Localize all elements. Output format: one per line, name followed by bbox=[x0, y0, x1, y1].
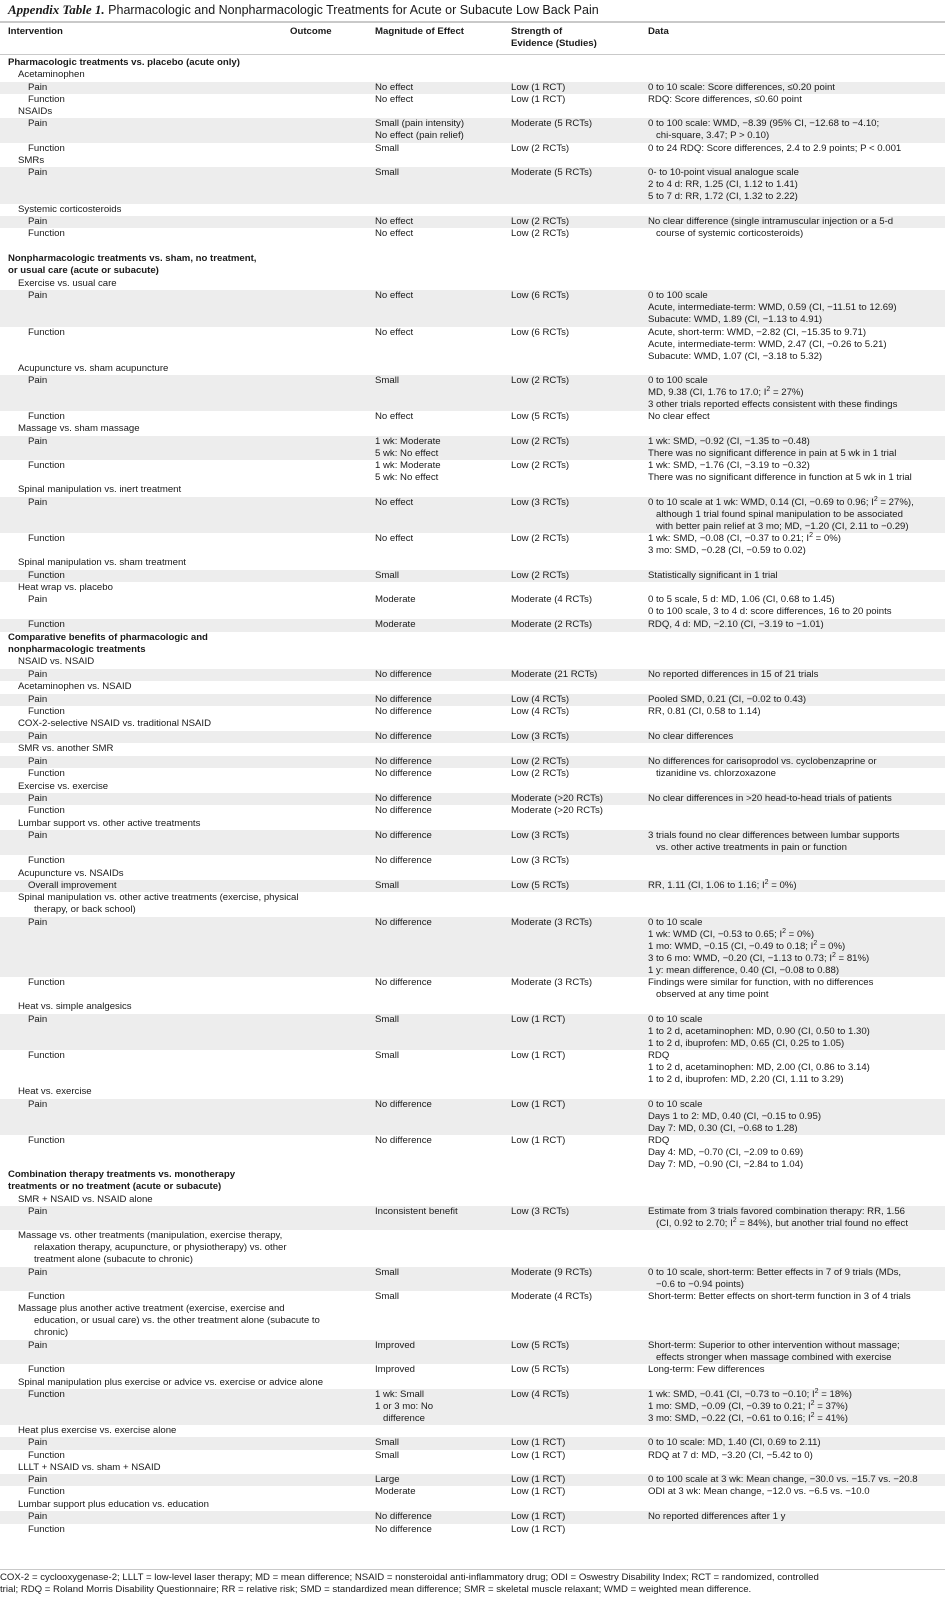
magnitude-cell: No effect bbox=[375, 327, 414, 338]
data-cell: 1 wk: SMD, −0.41 (CI, −0.73 to −0.10; $I^2 = 18\%$) 1 mo: SMD, −0.09 (CI, −0.39 to 0.21; $I^2 = 37\%$) 3 mo: SMD, −0.22 (CI, −0.61 to 0.16; $I^2 = 41\%$) bbox=[648, 1387, 852, 1424]
magnitude-cell: Small bbox=[375, 1437, 399, 1448]
outcome-cell: Function bbox=[28, 768, 65, 779]
magnitude-cell: Small (pain intensity) No effect (pain relief) bbox=[375, 118, 465, 141]
magnitude-cell: No effect bbox=[375, 216, 414, 227]
strength-cell: Low (1 RCT) bbox=[511, 1050, 566, 1061]
outcome-cell: Pain bbox=[28, 756, 48, 767]
row-stripe bbox=[0, 880, 945, 892]
strength-cell: Moderate (9 RCTs) bbox=[511, 1267, 593, 1278]
top-rule bbox=[0, 21, 945, 23]
magnitude-cell: Small bbox=[375, 1050, 399, 1061]
data-cell: No reported differences after 1 y bbox=[648, 1511, 786, 1522]
outcome-cell: Function bbox=[28, 411, 65, 422]
table-title bbox=[8, 2, 599, 18]
strength-cell: Low (1 RCT) bbox=[511, 1524, 566, 1535]
strength-cell: Low (2 RCTs) bbox=[511, 533, 570, 544]
intervention-cell: Acetaminophen vs. NSAID bbox=[18, 681, 132, 692]
intervention-cell: Acupuncture vs. sham acupuncture bbox=[18, 363, 169, 374]
magnitude-cell: No effect bbox=[375, 533, 414, 544]
strength-cell: Low (5 RCTs) bbox=[511, 880, 570, 891]
data-cell: 0 to 10 scale Days 1 to 2: MD, 0.40 (CI, −0.15 to 0.95) Day 7: MD, 0.30 (CI, −0.68 to 1.28) bbox=[648, 1099, 822, 1134]
magnitude-cell: No difference bbox=[375, 1511, 432, 1522]
strength-cell: Low (2 RCTs) bbox=[511, 216, 570, 227]
intervention-cell: Spinal manipulation vs. inert treatment bbox=[18, 484, 182, 495]
data-cell: RDQ at 7 d: MD, −3.20 (CI, −5.42 to 0) bbox=[648, 1450, 813, 1461]
outcome-cell: Function bbox=[28, 143, 65, 154]
strength-cell: Low (2 RCTs) bbox=[511, 460, 570, 471]
intervention-cell: NSAID vs. NSAID bbox=[18, 656, 95, 667]
intervention-cell: Exercise vs. usual care bbox=[18, 278, 117, 289]
magnitude-cell: Improved bbox=[375, 1364, 415, 1375]
outcome-cell: Pain bbox=[28, 594, 48, 605]
magnitude-cell: No effect bbox=[375, 94, 414, 105]
outcome-cell: Function bbox=[28, 619, 65, 630]
data-cell: RDQ: Score differences, ≤0.60 point bbox=[648, 94, 802, 105]
outcome-cell: Pain bbox=[28, 436, 48, 447]
outcome-cell: Pain bbox=[28, 497, 48, 508]
outcome-cell: Function bbox=[28, 1450, 65, 1461]
intervention-cell: Spinal manipulation plus exercise or advice vs. exercise or advice alone bbox=[18, 1377, 324, 1388]
magnitude-cell: Moderate bbox=[375, 619, 416, 630]
strength-cell: Low (2 RCTs) bbox=[511, 228, 570, 239]
magnitude-cell: No difference bbox=[375, 1524, 432, 1535]
strength-cell: Moderate (5 RCTs) bbox=[511, 118, 593, 129]
intervention-cell: Massage vs. other treatments (manipulation, exercise therapy, relaxation therapy, acupuncture, or physiotherapy) vs. other treatment alone (subacute to chronic) bbox=[18, 1230, 287, 1265]
data-cell: Pooled SMD, 0.21 (CI, −0.02 to 0.43) bbox=[648, 694, 807, 705]
data-cell: 0 to 100 scale Acute, intermediate-term: WMD, 0.59 (CI, −11.51 to 12.69) Subacute: WMD, 1.89 (CI, −1.13 to 4.91) bbox=[648, 290, 897, 325]
intervention-cell: Exercise vs. exercise bbox=[18, 781, 109, 792]
intervention-cell: SMR vs. another SMR bbox=[18, 743, 114, 754]
strength-cell: Low (4 RCTs) bbox=[511, 694, 570, 705]
magnitude-cell: 1 wk: Moderate 5 wk: No effect bbox=[375, 460, 441, 483]
data-cell: RDQ 1 to 2 d, acetaminophen: MD, 2.00 (CI, 0.86 to 3.14) 1 to 2 d, ibuprofen: MD, 2.20 (CI, 1.11 to 3.29) bbox=[648, 1050, 870, 1085]
outcome-cell: Pain bbox=[28, 1014, 48, 1025]
magnitude-cell: Small bbox=[375, 570, 399, 581]
header-rule bbox=[0, 54, 945, 55]
strength-cell: Moderate (>20 RCTs) bbox=[511, 793, 603, 804]
outcome-cell: Function bbox=[28, 94, 65, 105]
strength-cell: Moderate (>20 RCTs) bbox=[511, 805, 603, 816]
outcome-cell: Function bbox=[28, 1135, 65, 1146]
magnitude-cell: Inconsistent benefit bbox=[375, 1206, 458, 1217]
outcome-cell: Function bbox=[28, 460, 65, 471]
data-cell: ODI at 3 wk: Mean change, −12.0 vs. −6.5 vs. −10.0 bbox=[648, 1486, 870, 1497]
data-cell: Statistically significant in 1 trial bbox=[648, 570, 778, 581]
data-cell: No clear differences bbox=[648, 731, 734, 742]
data-cell: 0 to 5 scale, 5 d: MD, 1.06 (CI, 0.68 to 1.45) 0 to 100 scale, 3 to 4 d: score differences, 16 to 20 points bbox=[648, 594, 892, 617]
outcome-cell: Function bbox=[28, 977, 65, 988]
data-cell: 0 to 10 scale, short-term: Better effects in 7 of 9 trials (MDs, −0.6 to −0.94 points) bbox=[648, 1267, 902, 1290]
magnitude-cell: No effect bbox=[375, 497, 414, 508]
outcome-cell: Pain bbox=[28, 1206, 48, 1217]
section-heading: Nonpharmacologic treatments vs. sham, no treatment, or usual care (acute or subacute) bbox=[8, 253, 257, 276]
strength-cell: Low (1 RCT) bbox=[511, 1099, 566, 1110]
outcome-cell: Function bbox=[28, 1524, 65, 1535]
row-stripe bbox=[0, 167, 945, 204]
data-cell: 0 to 100 scale MD, 9.38 (CI, 1.76 to 17.0; $I^2 = 27\%$) 3 other trials reported effects consistent with these findings bbox=[648, 375, 898, 410]
outcome-cell: Pain bbox=[28, 375, 48, 386]
outcome-cell: Pain bbox=[28, 216, 48, 227]
magnitude-cell: Small bbox=[375, 1291, 399, 1302]
strength-cell: Low (5 RCTs) bbox=[511, 1340, 570, 1351]
strength-cell: Low (1 RCT) bbox=[511, 94, 566, 105]
intervention-cell: Massage vs. sham massage bbox=[18, 423, 140, 434]
intervention-cell: NSAIDs bbox=[18, 106, 53, 117]
strength-cell: Low (2 RCTs) bbox=[511, 143, 570, 154]
strength-cell: Low (3 RCTs) bbox=[511, 855, 570, 866]
table-title-label: Appendix Table 1. bbox=[8, 2, 105, 17]
outcome-cell: Function bbox=[28, 1364, 65, 1375]
data-cell: No clear difference (single intramuscular injection or a 5-d course of systemic corticosteroids) bbox=[648, 216, 894, 239]
strength-cell: Low (6 RCTs) bbox=[511, 327, 570, 338]
section-heading: Pharmacologic treatments vs. placebo (acute only) bbox=[8, 57, 240, 68]
intervention-cell: Lumbar support vs. other active treatments bbox=[18, 818, 201, 829]
strength-cell: Moderate (5 RCTs) bbox=[511, 167, 593, 178]
magnitude-cell: No difference bbox=[375, 756, 432, 767]
data-cell: No reported differences in 15 of 21 trials bbox=[648, 669, 819, 680]
strength-cell: Moderate (3 RCTs) bbox=[511, 977, 593, 988]
outcome-cell: Pain bbox=[28, 1340, 48, 1351]
intervention-cell: Systemic corticosteroids bbox=[18, 204, 122, 215]
outcome-cell: Function bbox=[28, 855, 65, 866]
data-cell: RR, 1.11 (CI, 1.06 to 1.16; $I^2 = 0\%$) bbox=[648, 878, 797, 891]
magnitude-cell: Large bbox=[375, 1474, 400, 1485]
intervention-cell: Lumbar support plus education vs. education bbox=[18, 1499, 209, 1510]
intervention-cell: Spinal manipulation vs. other active treatments (exercise, physical therapy, or back school) bbox=[18, 892, 299, 915]
magnitude-cell: Small bbox=[375, 1267, 399, 1278]
strength-cell: Moderate (4 RCTs) bbox=[511, 594, 593, 605]
data-cell: 1 wk: SMD, −0.08 (CI, −0.37 to 0.21; $I^2 = 0\%$) 3 mo: SMD, −0.28 (CI, −0.59 to 0.02) bbox=[648, 531, 841, 556]
data-cell: 0 to 10 scale: Score differences, ≤0.20 point bbox=[648, 82, 835, 93]
outcome-cell: Pain bbox=[28, 82, 48, 93]
data-cell: RDQ Day 4: MD, −0.70 (CI, −2.09 to 0.69) Day 7: MD, −0.90 (CI, −2.84 to 1.04) bbox=[648, 1135, 804, 1170]
data-cell: No differences for carisoprodol vs. cyclobenzaprine or tizanidine vs. chlorzoxazone bbox=[648, 756, 877, 779]
strength-cell: Low (2 RCTs) bbox=[511, 570, 570, 581]
row-stripe bbox=[0, 1511, 945, 1524]
strength-cell: Low (2 RCTs) bbox=[511, 756, 570, 767]
data-cell: RDQ, 4 d: MD, −2.10 (CI, −3.19 to −1.01) bbox=[648, 619, 824, 630]
strength-cell: Low (2 RCTs) bbox=[511, 436, 570, 447]
outcome-cell: Function bbox=[28, 1486, 65, 1497]
strength-cell: Low (1 RCT) bbox=[511, 1437, 566, 1448]
strength-cell: Low (5 RCTs) bbox=[511, 411, 570, 422]
intervention-cell: Spinal manipulation vs. sham treatment bbox=[18, 557, 186, 568]
magnitude-cell: No difference bbox=[375, 805, 432, 816]
outcome-cell: Pain bbox=[28, 1099, 48, 1110]
intervention-cell: Heat vs. simple analgesics bbox=[18, 1001, 132, 1012]
magnitude-cell: Small bbox=[375, 375, 399, 386]
outcome-cell: Function bbox=[28, 570, 65, 581]
header-data: Data bbox=[648, 26, 669, 37]
magnitude-cell: No difference bbox=[375, 1099, 432, 1110]
magnitude-cell: No difference bbox=[375, 830, 432, 841]
table-title-text: Pharmacologic and Nonpharmacologic Treatments for Acute or Subacute Low Back Pain bbox=[108, 3, 599, 17]
outcome-cell: Pain bbox=[28, 731, 48, 742]
data-cell: RR, 0.81 (CI, 0.58 to 1.14) bbox=[648, 706, 761, 717]
magnitude-cell: No effect bbox=[375, 82, 414, 93]
strength-cell: Low (3 RCTs) bbox=[511, 1206, 570, 1217]
magnitude-cell: No difference bbox=[375, 694, 432, 705]
outcome-cell: Function bbox=[28, 228, 65, 239]
magnitude-cell: No difference bbox=[375, 1135, 432, 1146]
strength-cell: Moderate (4 RCTs) bbox=[511, 1291, 593, 1302]
strength-cell: Low (1 RCT) bbox=[511, 82, 566, 93]
magnitude-cell: Moderate bbox=[375, 1486, 416, 1497]
magnitude-cell: Small bbox=[375, 880, 399, 891]
intervention-cell: COX-2-selective NSAID vs. traditional NSAID bbox=[18, 718, 211, 729]
outcome-cell: Function bbox=[28, 1050, 65, 1061]
outcome-cell: Function bbox=[28, 533, 65, 544]
bottom-rule bbox=[0, 1569, 945, 1570]
strength-cell: Low (1 RCT) bbox=[511, 1474, 566, 1485]
magnitude-cell: No effect bbox=[375, 411, 414, 422]
data-cell: No clear effect bbox=[648, 411, 710, 422]
intervention-cell: SMR + NSAID vs. NSAID alone bbox=[18, 1194, 153, 1205]
strength-cell: Low (6 RCTs) bbox=[511, 290, 570, 301]
magnitude-cell: No difference bbox=[375, 855, 432, 866]
header-outcome: Outcome bbox=[290, 26, 332, 37]
outcome-cell: Pain bbox=[28, 830, 48, 841]
magnitude-cell: Small bbox=[375, 1450, 399, 1461]
table-footnote: COX-2 = cyclooxygenase-2; LLLT = low-level laser therapy; MD = mean difference; NSAID = nonsteroidal anti-inflammatory drug; ODI = Oswestry Disability Index; RCT = randomized, controlled trial; RDQ = Roland Morris Disability Questionnaire; RR = relative risk; SMD = standardized mean difference; SMR = skeletal muscle relaxant; WMD = weighted mean difference. bbox=[0, 1572, 819, 1595]
header-intervention: Intervention bbox=[8, 26, 63, 37]
strength-cell: Moderate (3 RCTs) bbox=[511, 917, 593, 928]
intervention-cell: Heat vs. exercise bbox=[18, 1086, 92, 1097]
intervention-cell: LLLT + NSAID vs. sham + NSAID bbox=[18, 1462, 161, 1473]
strength-cell: Low (4 RCTs) bbox=[511, 1389, 570, 1400]
data-cell: 1 wk: SMD, −0.92 (CI, −1.35 to −0.48) There was no significant difference in pain at 5 wk in 1 trial bbox=[648, 436, 897, 459]
strength-cell: Low (1 RCT) bbox=[511, 1486, 566, 1497]
magnitude-cell: Small bbox=[375, 167, 399, 178]
data-cell: 0 to 100 scale at 3 wk: Mean change, −30.0 vs. −15.7 vs. −20.8 bbox=[648, 1474, 918, 1485]
magnitude-cell: 1 wk: Moderate 5 wk: No effect bbox=[375, 436, 441, 459]
magnitude-cell: No effect bbox=[375, 228, 414, 239]
data-cell: Long-term: Few differences bbox=[648, 1364, 765, 1375]
header-strength: Strength of Evidence (Studies) bbox=[511, 26, 597, 49]
outcome-cell: Pain bbox=[28, 167, 48, 178]
outcome-cell: Function bbox=[28, 1291, 65, 1302]
strength-cell: Low (1 RCT) bbox=[511, 1014, 566, 1025]
outcome-cell: Pain bbox=[28, 118, 48, 129]
magnitude-cell: No difference bbox=[375, 977, 432, 988]
row-stripe bbox=[0, 731, 945, 743]
intervention-cell: Acupuncture vs. NSAIDs bbox=[18, 868, 124, 879]
outcome-cell: Pain bbox=[28, 1437, 48, 1448]
magnitude-cell: No difference bbox=[375, 706, 432, 717]
intervention-cell: Acetaminophen bbox=[18, 69, 85, 80]
data-cell: 0 to 10 scale 1 to 2 d, acetaminophen: MD, 0.90 (CI, 0.50 to 1.30) 1 to 2 d, ibuprofen: MD, 0.65 (CI, 0.25 to 1.05) bbox=[648, 1014, 870, 1049]
outcome-cell: Pain bbox=[28, 669, 48, 680]
outcome-cell: Pain bbox=[28, 793, 48, 804]
strength-cell: Moderate (21 RCTs) bbox=[511, 669, 598, 680]
data-cell: 0 to 10 scale 1 wk: WMD (CI, −0.53 to 0.65; $I^2 = 0\%$) 1 mo: WMD, −0.15 (CI, −0.49 to 0.18; $I^2 = 0\%$) 3 to 6 mo: WMD, −0.20 (CI, −1.13 to 0.73; $I^2 = 81\%$) 1 y: mean difference, 0.40 (CI, −0.08 to 0.88) bbox=[648, 917, 870, 976]
outcome-cell: Overall improvement bbox=[28, 880, 117, 891]
magnitude-cell: No difference bbox=[375, 793, 432, 804]
data-cell: 0 to 10 scale at 1 wk: WMD, 0.14 (CI, −0.69 to 0.96; $I^2 = 27\%$), although 1 trial found spinal manipulation to be associated with better pain relief at 3 mo; MD, −1.20 (CI, 2.11 to −0.29) bbox=[648, 495, 914, 532]
outcome-cell: Pain bbox=[28, 1511, 48, 1522]
data-cell: No clear differences in >20 head-to-head trials of patients bbox=[648, 793, 892, 804]
strength-cell: Low (5 RCTs) bbox=[511, 1364, 570, 1375]
magnitude-cell: No difference bbox=[375, 768, 432, 779]
strength-cell: Low (1 RCT) bbox=[511, 1450, 566, 1461]
strength-cell: Low (2 RCTs) bbox=[511, 768, 570, 779]
outcome-cell: Function bbox=[28, 327, 65, 338]
intervention-cell: Heat wrap vs. placebo bbox=[18, 582, 113, 593]
strength-cell: Moderate (2 RCTs) bbox=[511, 619, 593, 630]
data-cell: Short-term: Better effects on short-term function in 3 of 4 trials bbox=[648, 1291, 911, 1302]
data-cell: Findings were similar for function, with no differences observed at any time point bbox=[648, 977, 874, 1000]
outcome-cell: Pain bbox=[28, 917, 48, 928]
strength-cell: Low (3 RCTs) bbox=[511, 830, 570, 841]
outcome-cell: Function bbox=[28, 706, 65, 717]
data-cell: 0 to 10 scale: MD, 1.40 (CI, 0.69 to 2.11) bbox=[648, 1437, 821, 1448]
section-heading: Comparative benefits of pharmacologic and nonpharmacologic treatments bbox=[8, 632, 208, 655]
outcome-cell: Pain bbox=[28, 694, 48, 705]
intervention-cell: SMRs bbox=[18, 155, 45, 166]
data-cell: Short-term: Superior to other intervention without massage; effects stronger when massage combined with exercise bbox=[648, 1340, 900, 1363]
magnitude-cell: 1 wk: Small 1 or 3 mo: No difference bbox=[375, 1389, 434, 1424]
outcome-cell: Pain bbox=[28, 1474, 48, 1485]
data-cell: Acute, short-term: WMD, −2.82 (CI, −15.35 to 9.71) Acute, intermediate-term: WMD, 2.47 (CI, −0.26 to 5.21) Subacute: WMD, 1.07 (CI, −3.18 to 5.32) bbox=[648, 327, 887, 362]
magnitude-cell: Small bbox=[375, 1014, 399, 1025]
strength-cell: Low (3 RCTs) bbox=[511, 497, 570, 508]
section-heading: Combination therapy treatments vs. monotherapy treatments or no treatment (acute or subacute) bbox=[8, 1169, 236, 1192]
intervention-cell: Heat plus exercise vs. exercise alone bbox=[18, 1425, 177, 1436]
magnitude-cell: Improved bbox=[375, 1340, 415, 1351]
strength-cell: Low (4 RCTs) bbox=[511, 706, 570, 717]
magnitude-cell: Moderate bbox=[375, 594, 416, 605]
intervention-cell: Massage plus another active treatment (exercise, exercise and education, or usual care) vs. the other treatment alone (subacute to chronic) bbox=[18, 1303, 320, 1338]
magnitude-cell: Small bbox=[375, 143, 399, 154]
magnitude-cell: No difference bbox=[375, 917, 432, 928]
magnitude-cell: No difference bbox=[375, 669, 432, 680]
data-cell: 0- to 10-point visual analogue scale 2 to 4 d: RR, 1.25 (CI, 1.12 to 1.41) 5 to 7 d: RR, 1.72 (CI, 1.32 to 2.22) bbox=[648, 167, 799, 202]
magnitude-cell: No difference bbox=[375, 731, 432, 742]
data-cell: 0 to 24 RDQ: Score differences, 2.4 to 2.9 points; P < 0.001 bbox=[648, 143, 902, 154]
row-stripe bbox=[0, 570, 945, 582]
strength-cell: Low (1 RCT) bbox=[511, 1135, 566, 1146]
strength-cell: Low (2 RCTs) bbox=[511, 375, 570, 386]
data-cell: 0 to 100 scale: WMD, −8.39 (95% CI, −12.68 to −4.10; chi-square, 3.47; P > 0.10) bbox=[648, 118, 880, 141]
outcome-cell: Pain bbox=[28, 290, 48, 301]
strength-cell: Low (1 RCT) bbox=[511, 1511, 566, 1522]
outcome-cell: Function bbox=[28, 1389, 65, 1400]
header-magnitude: Magnitude of Effect bbox=[375, 26, 465, 37]
strength-cell: Low (3 RCTs) bbox=[511, 731, 570, 742]
data-cell: Estimate from 3 trials favored combination therapy: RR, 1.56 (CI, 0.92 to 2.70; $I^2 = 84\%$), but another trial found no effect bbox=[648, 1206, 908, 1229]
outcome-cell: Pain bbox=[28, 1267, 48, 1278]
magnitude-cell: No effect bbox=[375, 290, 414, 301]
data-cell: 3 trials found no clear differences between lumbar supports vs. other active treatments in pain or function bbox=[648, 830, 900, 853]
outcome-cell: Function bbox=[28, 805, 65, 816]
data-cell: 1 wk: SMD, −1.76 (CI, −3.19 to −0.32) There was no significant difference in function at 5 wk in 1 trial bbox=[648, 460, 912, 483]
